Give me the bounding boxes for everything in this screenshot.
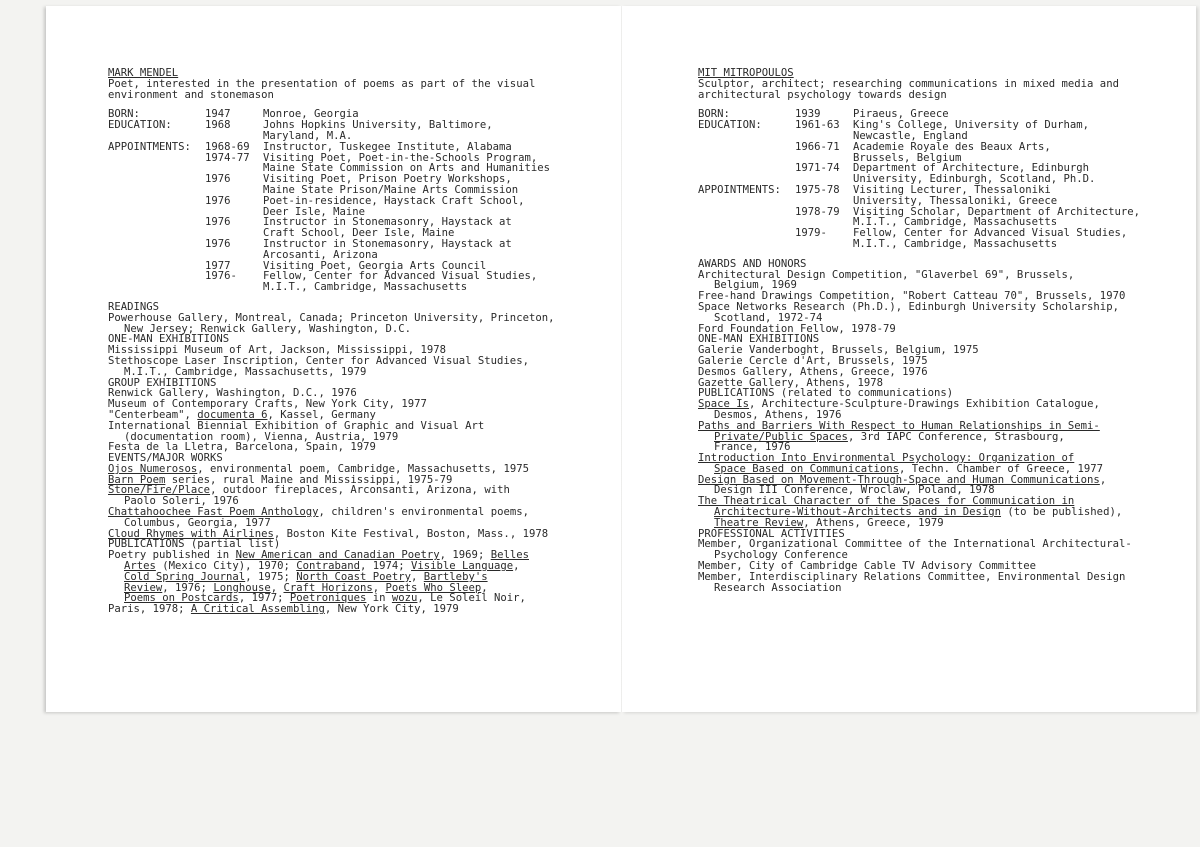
bio-facts [698,109,1186,249]
fact-row [698,196,1186,207]
section-heading-group-exhibitions: GROUP EXHIBITIONS [108,376,217,389]
fact-year: 1975-78 [795,183,840,196]
work-title: Design Based on Movement-Through-Space and Human Communications [698,473,1100,486]
fact-value: M.I.T., Cambridge, Massachusetts [263,281,468,294]
fact-year: 1971-74 [795,162,840,175]
list-item: Architecture-Without-Architects and in Design (to be published), [714,506,1123,519]
work-title: Chattahoochee Fast Poem Anthology [108,506,319,519]
list-item: Member, Organizational Committee of the International Architectural- [698,538,1132,551]
fact-value: Fellow, Center for Advanced Visual Studies, [263,270,538,283]
fact-value: University, Thessaloniki, Greece [853,194,1058,207]
fact-value: Fellow, Center for Advanced Visual Studies, [853,227,1128,240]
fact-label [698,131,795,142]
list-item: Paris, 1978; A Critical Assembling, New York City, 1979 [108,603,459,616]
list-item: Barn Poem series, rural Maine and Mississippi, 1975-79 [108,473,453,486]
fact-label: BORN: [698,108,730,121]
list-item: Cold Spring Journal, 1975; North Coast Poetry, Bartleby's [124,570,488,583]
work-title: Contraband [296,560,360,573]
list-item: Research Association [714,581,842,594]
fact-year: 1978-79 [795,205,840,218]
list-item: Desmos Gallery, Athens, Greece, 1976 [698,365,928,378]
work-title: Poetroniques [289,592,367,605]
fact-value: Visiting Lecturer, Thessaloniki [853,183,1051,196]
work-title: Barn Poem [108,473,166,486]
fact-label [108,185,205,196]
list-item: Chattahoochee Fast Poem Anthology, children's environmental poems, [108,506,529,519]
fact-label [108,250,205,261]
fact-value: Craft School, Deer Isle, Maine [263,227,455,240]
awards-list [698,270,1186,335]
fact-label: EDUCATION: [698,119,762,132]
list-item: Scotland, 1972-74 [714,311,823,324]
work-title: wozu [391,592,418,605]
work-title: New American and Canadian Poetry [235,549,440,562]
list-item: New Jersey; Renwick Gallery, Washington, D.C. [124,322,412,335]
list-item: Theatre Review, Athens, Greece, 1979 [714,516,944,529]
fact-label [108,239,205,250]
list-item: (documentation room), Vienna, Austria, 1979 [124,430,399,443]
work-title: Poets Who Sleep [385,581,482,594]
list-item: Columbus, Georgia, 1977 [124,516,271,529]
fact-year: 1968-69 [205,140,250,153]
list-item: Psychology Conference [714,549,848,562]
professional-list [698,539,1186,593]
fact-label [698,142,795,153]
person-name: MARK MENDEL [108,67,179,79]
fact-year: 1977 [205,259,231,272]
work-title: Artes [124,560,156,573]
mendel-entry [108,68,608,615]
work-title: Ojos Numerosos [108,462,198,475]
section-heading-publications: PUBLICATIONS (related to communications) [698,387,954,400]
list-item: France, 1976 [714,441,791,454]
fact-label [108,163,205,174]
fact-label: EDUCATION: [108,119,172,132]
fact-label: APPOINTMENTS: [698,183,781,196]
fact-label [698,163,795,174]
fact-year [795,196,853,207]
work-title: A Critical Assembling [190,603,325,616]
fact-year: 1976- [205,270,237,283]
fact-label [108,153,205,164]
list-item: Space Is, Architecture-Sculpture-Drawings Exhibition Catalogue, [698,398,1100,411]
fact-value: Instructor in Stonemasonry, Haystack at [263,237,512,250]
work-title: Cloud Rhymes with Airlines [108,527,274,540]
fact-value: Piraeus, Greece [853,108,949,121]
section-heading-readings: READINGS [108,300,160,313]
work-title: Cold Spring Journal [124,570,246,583]
fact-value: Academie Royale des Beaux Arts, [853,140,1051,153]
work-title: Stone/Fire/Place [108,484,211,497]
fact-row [108,250,608,261]
section-heading-publications: PUBLICATIONS (partial list) [108,538,281,551]
list-item: Design Based on Movement-Through-Space and Human Communications, [698,473,1107,486]
fact-year: 1974-77 [205,151,250,164]
list-item: Ford Foundation Fellow, 1978-79 [698,322,896,335]
intro-line: Sculptor, architect; researching communications in mixed media and [698,77,1119,90]
fact-row [108,120,608,131]
list-item: Free-hand Drawings Competition, "Robert Catteau 70", Brussels, 1970 [698,290,1126,303]
fact-value: Instructor, Tuskegee Institute, Alabama [263,140,512,153]
list-item: Festa de la Lletra, Barcelona, Spain, 1979 [108,441,376,454]
fact-row [108,282,608,293]
list-item: Poems on Postcards, 1977; Poetroniques in wozu, Le Soleil Noir, [124,592,526,605]
list-item: Cloud Rhymes with Airlines, Boston Kite Festival, Boston, Mass., 1978 [108,527,549,540]
list-item: Belgium, 1969 [714,279,797,292]
list-item: Renwick Gallery, Washington, D.C., 1976 [108,387,357,400]
work-title: Introduction Into Environmental Psychology: Organization of [698,452,1075,465]
fact-value: University, Edinburgh, Scotland, Ph.D. [853,173,1096,186]
fact-year: 1939 [795,108,821,121]
list-item: Review, 1976; Longhouse, Craft Horizons, Poets Who Sleep, [124,581,488,594]
list-item: Mississippi Museum of Art, Jackson, Mississippi, 1978 [108,344,447,357]
work-title: documenta 6 [197,408,268,421]
list-item: Gazette Gallery, Athens, 1978 [698,376,883,389]
list-item: Paolo Soleri, 1976 [124,495,239,508]
work-title: North Coast Poetry [296,570,412,583]
fact-value: Visiting Scholar, Department of Architecture, [853,205,1141,218]
work-title: Architecture-Without-Architects and in Design [714,506,1002,519]
list-item: Architectural Design Competition, "Glaverbel 69", Brussels, [698,268,1075,281]
work-title: Theatre Review [714,516,804,529]
fact-value: Monroe, Georgia [263,108,359,121]
list-item: International Biennial Exhibition of Graphic and Visual Art [108,419,485,432]
fact-value: Johns Hopkins University, Baltimore, [263,119,493,132]
fact-value: Maryland, M.A. [263,129,353,142]
fact-label [108,174,205,185]
fact-value: Visiting Poet, Prison Poetry Workshops, [263,173,512,186]
work-title: Review [124,581,163,594]
fact-value: Brussels, Belgium [853,151,962,164]
fact-year: 1961-63 [795,119,840,132]
list-item: Galerie Vanderboght, Brussels, Belgium, 1975 [698,344,979,357]
work-title: Visible Language [411,560,514,573]
work-title: Longhouse [213,581,271,594]
list-item: "Centerbeam", documenta 6, Kassel, Germany [108,408,376,421]
work-title: Private/Public Spaces [714,430,848,443]
fact-year: 1968 [205,119,231,132]
fact-value: Maine State Prison/Maine Arts Commission [263,183,519,196]
fact-value: Deer Isle, Maine [263,205,366,218]
fact-label [698,228,795,239]
fact-label [698,239,795,250]
list-item: Space Networks Research (Ph.D.), Edinburgh University Scholarship, [698,300,1119,313]
fact-year: 1979- [795,227,827,240]
fact-value: Department of Architecture, Edinburgh [853,162,1089,175]
list-item: Space Based on Communications, Techn. Chamber of Greece, 1977 [714,462,1104,475]
fact-year [795,239,853,250]
intro-line: architectural psychology towards design [698,88,947,101]
list-item: Stethoscope Laser Inscription, Center for Advanced Visual Studies, [108,354,529,367]
work-title: Paths and Barriers With Respect to Human Relationships in Semi- [698,419,1100,432]
list-item: Design III Conference, Wroclaw, Poland, 1978 [714,484,995,497]
person-name: MIT MITROPOULOS [698,67,794,79]
fact-year: 1947 [205,108,231,121]
list-item: Ojos Numerosos, environmental poem, Cambridge, Massachusetts, 1975 [108,462,529,475]
right-page [622,6,1196,712]
list-item: Stone/Fire/Place, outdoor fireplaces, Arconsanti, Arizona, with [108,484,510,497]
fact-year: 1976 [205,237,231,250]
left-page [46,6,621,712]
fact-label [108,261,205,272]
fact-row [108,196,608,207]
bio-facts [108,109,608,293]
list-item: Private/Public Spaces, 3rd IAPC Conference, Strasbourg, [714,430,1065,443]
fact-value: Newcastle, England [853,129,968,142]
fact-label [108,282,205,293]
section-heading-professional: PROFESSIONAL ACTIVITIES [698,527,845,540]
fact-value: Instructor in Stonemasonry, Haystack at [263,216,512,229]
work-title: Craft Horizons [283,581,373,594]
fact-label [108,228,205,239]
fact-row [698,142,1186,153]
work-title: Space Based on Communications [714,462,899,475]
fact-year: 1976 [205,194,231,207]
section-heading-awards: AWARDS AND HONORS [698,257,807,270]
work-title: Poems on Postcards [124,592,239,605]
fact-value: M.I.T., Cambridge, Massachusetts [853,237,1058,250]
fact-label [108,217,205,228]
list-item: M.I.T., Cambridge, Massachusetts, 1979 [124,365,367,378]
section-heading-one-man-exhibitions: ONE-MAN EXHIBITIONS [698,333,820,346]
fact-label: BORN: [108,108,140,121]
fact-label [108,271,205,282]
fact-value: Poet-in-residence, Haystack Craft School, [263,194,525,207]
fact-year [205,250,263,261]
fact-row [108,142,608,153]
list-item: Artes (Mexico City), 1970; Contraband, 1974; Visible Language, [124,560,520,573]
list-item: Powerhouse Gallery, Montreal, Canada; Princeton University, Princeton, [108,311,555,324]
section-heading-events: EVENTS/MAJOR WORKS [108,452,223,465]
fact-year: 1976 [205,216,231,229]
fact-label [698,196,795,207]
fact-value: King's College, University of Durham, [853,119,1089,132]
fact-value: Arcosanti, Arizona [263,248,378,261]
fact-value: Maine State Commission on Arts and Humanities [263,162,551,175]
fact-label [108,196,205,207]
fact-value: M.I.T., Cambridge, Massachusetts [853,216,1058,229]
fact-year: 1966-71 [795,140,840,153]
list-item: Museum of Contemporary Crafts, New York City, 1977 [108,398,427,411]
fact-label: APPOINTMENTS: [108,140,191,153]
fact-year [205,282,263,293]
fact-label [108,207,205,218]
section-heading-one-man-exhibitions: ONE-MAN EXHIBITIONS [108,333,230,346]
work-title: Space Is [698,398,750,411]
intro-line: environment and stonemason [108,88,274,101]
work-title: The Theatrical Character of the Spaces for Communication in [698,495,1075,508]
fact-value: Visiting Poet, Georgia Arts Council [263,259,487,272]
fact-value: Visiting Poet, Poet-in-the-Schools Program, [263,151,538,164]
intro-line: Poet, interested in the presentation of poems as part of the visual [108,77,536,90]
list-item: Galerie Cercle d'Art, Brussels, 1975 [698,354,928,367]
fact-label [698,207,795,218]
fact-row [698,239,1186,250]
list-item: Desmos, Athens, 1976 [714,408,842,421]
list-item: Member, Interdisciplinary Relations Committee, Environmental Design [698,570,1126,583]
work-title: Bartleby's [423,570,488,583]
fact-label [698,217,795,228]
list-item: Poetry published in New American and Canadian Poetry, 1969; Belles [108,549,529,562]
fact-label [698,153,795,164]
fact-year: 1976 [205,173,231,186]
work-title: Belles [490,549,529,562]
mitropoulos-entry [698,68,1186,593]
list-item: Member, City of Cambridge Cable TV Advisory Committee [698,560,1037,573]
